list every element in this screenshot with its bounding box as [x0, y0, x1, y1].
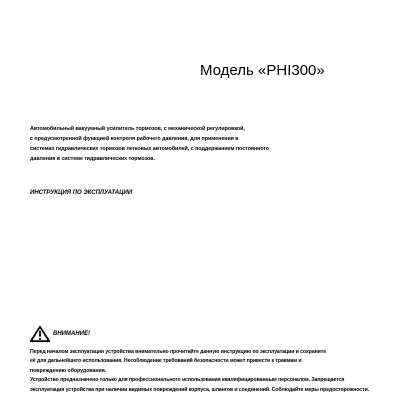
warning-line: её для дальнейшего использования. Несоблюдение требований безопасности может привести к травмам и	[30, 358, 302, 365]
intro-line: системах гидравлических тормозов легковых автомобилей, с поддержанием постоянного	[30, 146, 269, 152]
warning-label: ВНИМАНИЕ!	[53, 331, 90, 337]
warning-line: Устройство предназначено только для профессионального использования квалифицированным персоналом. Запрещается	[30, 377, 345, 384]
warning-line: Перед началом эксплуатации устройства внимательно прочитайте данную инструкцию по эксплуатации и сохраните	[30, 349, 327, 355]
warning-title	[30, 326, 90, 342]
warning-triangle-icon	[30, 326, 50, 342]
intro-paragraph	[30, 124, 360, 164]
intro-line: Автомобильный вакуумный усилитель тормозов, с механической регулировкой,	[30, 126, 245, 132]
warning-line: повреждению оборудования.	[30, 367, 107, 374]
intro-line: с предусмотренной функцией контроля рабочего давления, для применения в	[30, 136, 239, 142]
warning-paragraph	[30, 348, 372, 395]
model-title: Модель «PHI300»	[200, 62, 325, 79]
manual-heading: ИНСТРУКЦИЯ ПО ЭКСПЛУАТАЦИИ	[30, 190, 133, 196]
warning-line: эксплуатация устройства при наличии видимых повреждений корпуса, шлангов и соединений. Соблюдайте меры предосторожности.	[30, 386, 370, 393]
intro-line: давления в системе гидравлических тормозов.	[30, 156, 155, 162]
